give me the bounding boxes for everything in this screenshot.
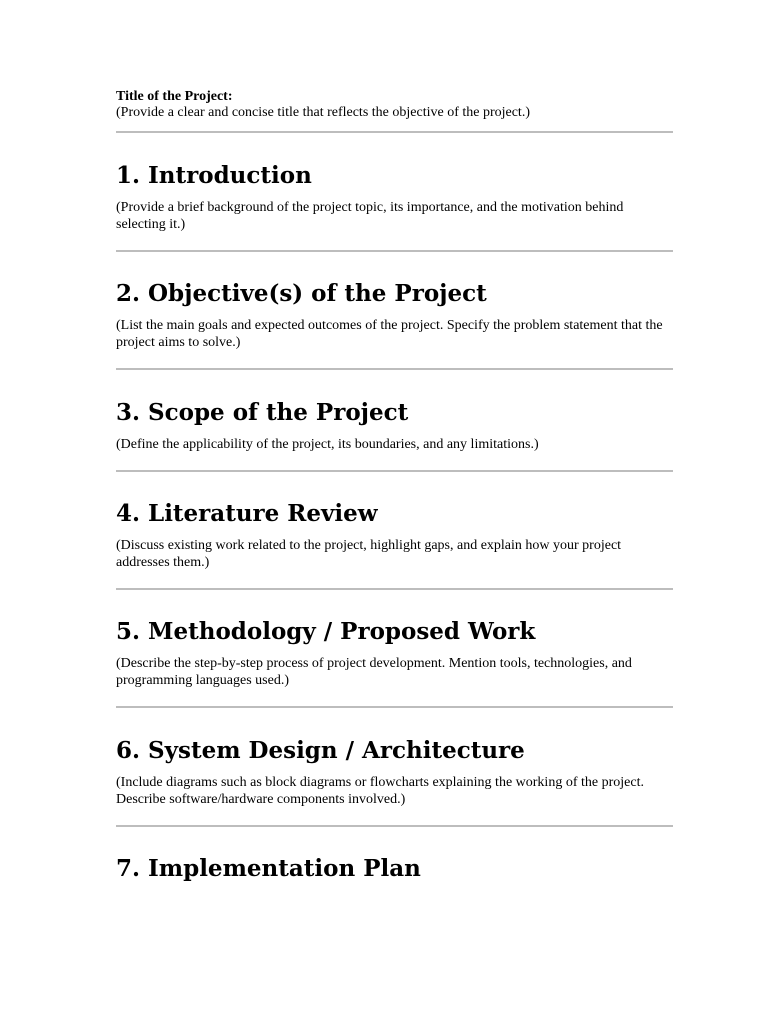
title-block <box>116 89 673 121</box>
section-description: (Define the applicability of the project, its boundaries, and any limitations.) <box>116 437 539 452</box>
section-description: (Describe the step-by-step process of project development. Mention tools, technologies, and programming languages used.) <box>116 656 632 688</box>
section-heading: 2. Objective(s) of the Project <box>116 280 487 307</box>
section-scope <box>116 399 673 453</box>
divider <box>116 706 673 708</box>
divider <box>116 470 673 472</box>
section-description: (List the main goals and expected outcomes of the project. Specify the problem statement that the project aims to solve.) <box>116 318 663 350</box>
divider <box>116 588 673 590</box>
section-heading: 5. Methodology / Proposed Work <box>116 618 536 645</box>
divider <box>116 368 673 370</box>
title-label: Title of the Project: <box>116 89 233 104</box>
section-introduction <box>116 162 673 233</box>
section-description: (Include diagrams such as block diagrams or flowcharts explaining the working of the project. Describe software/hardware components involved.) <box>116 775 644 807</box>
section-objectives <box>116 280 673 351</box>
section-heading: 1. Introduction <box>116 162 312 189</box>
divider <box>116 825 673 827</box>
section-system-design <box>116 737 673 808</box>
section-heading: 7. Implementation Plan <box>116 855 421 882</box>
section-implementation-plan <box>116 855 673 883</box>
section-heading: 3. Scope of the Project <box>116 399 409 426</box>
section-description: (Discuss existing work related to the project, highlight gaps, and explain how your project addresses them.) <box>116 538 622 570</box>
section-description: (Provide a brief background of the project topic, its importance, and the motivation behind selecting it.) <box>116 200 624 232</box>
divider <box>116 250 673 252</box>
section-heading: 6. System Design / Architecture <box>116 737 525 764</box>
title-hint: (Provide a clear and concise title that reflects the objective of the project.) <box>116 105 530 120</box>
section-methodology <box>116 618 673 689</box>
section-literature-review <box>116 500 673 571</box>
document-page <box>116 89 673 883</box>
section-heading: 4. Literature Review <box>116 500 378 527</box>
divider <box>116 131 673 133</box>
